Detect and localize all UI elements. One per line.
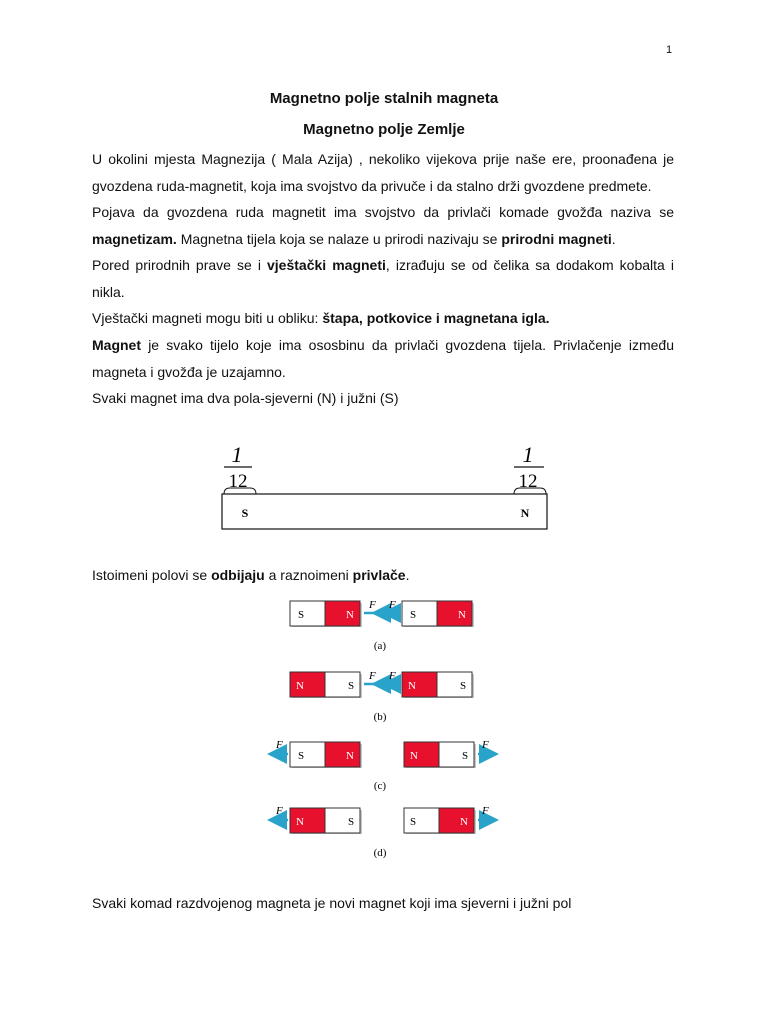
paragraph-oblici: Vještački magneti mogu biti u obliku: štapa, potkovice i magnetana igla. — [92, 310, 550, 326]
paragraph-polovi: Svaki magnet ima dva pola-sjeverni (N) i južni (S) — [92, 390, 399, 406]
svg-text:(a): (a) — [373, 640, 387, 652]
svg-text:(c): (c) — [373, 780, 387, 792]
paragraph-magnet-definicija: Magnet je svako tijelo koje ima ososbinu da privlači gvozdena tijela. Privlačenje između magneta i gvožđa je uzajamno. — [92, 337, 674, 380]
page-subtitle: Magnetno polje Zemlje — [303, 121, 465, 138]
svg-text:F: F — [389, 670, 396, 682]
svg-text:S: S — [410, 609, 417, 621]
svg-text:F: F — [276, 739, 283, 751]
svg-text:N: N — [296, 816, 304, 828]
svg-text:S: S — [348, 680, 355, 692]
right-fraction-denominator: 12 — [518, 471, 538, 492]
row-a — [290, 599, 474, 652]
paragraph-vjestacki: Pored prirodnih prave se i vještački magneti, izrađuju se od čelika sa dodakom kobalta i nikla. — [92, 257, 674, 300]
svg-text:S: S — [298, 609, 305, 621]
bar-magnet — [222, 494, 547, 529]
svg-text:(d): (d) — [373, 847, 387, 859]
svg-text:N: N — [346, 750, 354, 762]
row-c — [272, 739, 494, 792]
svg-text:F: F — [389, 599, 396, 611]
svg-text:N: N — [458, 609, 466, 621]
paragraph-odbijanje: Istoimeni polovi se odbijaju a raznoimeni privlače. — [92, 567, 410, 583]
north-pole-label: N — [520, 506, 530, 520]
paragraph-razdvojeni-magnet: Svaki komad razdvojenog magneta je novi magnet koji ima sjeverni i južni pol — [92, 895, 572, 911]
svg-text:S: S — [460, 680, 467, 692]
svg-text:N: N — [408, 680, 416, 692]
svg-text:F: F — [369, 599, 376, 611]
svg-text:S: S — [298, 750, 305, 762]
svg-text:S: S — [348, 816, 355, 828]
svg-text:F: F — [369, 670, 376, 682]
paragraph-magnetit: U okolini mjesta Magnezija ( Mala Azija) , nekoliko vijekova prije naše ere, proonađena je gvozdena ruda-magnetit, koja ima svojstvo da privuče i da stalno drži gvozdene predmete. — [92, 151, 674, 194]
poles-interaction-figure — [260, 592, 510, 867]
svg-text:N: N — [296, 680, 304, 692]
svg-text:S: S — [462, 750, 469, 762]
row-b — [290, 670, 474, 723]
left-fraction-numerator: 1 — [231, 442, 243, 467]
svg-text:F: F — [276, 805, 283, 817]
south-pole-label: S — [241, 506, 249, 520]
svg-text:N: N — [346, 609, 354, 621]
paragraph-magnetizam: Pojava da gvozdena ruda magnetit ima svojstvo da privlači komade gvožđa naziva se magnetizam. Magnetna tijela koja se nalaze u prirodi nazivaju se prirodni magneti. — [92, 204, 674, 247]
svg-text:(b): (b) — [373, 711, 387, 723]
svg-text:F: F — [482, 805, 489, 817]
left-fraction-denominator: 12 — [228, 471, 248, 492]
svg-text:N: N — [410, 750, 418, 762]
svg-text:N: N — [460, 816, 468, 828]
row-d — [272, 805, 494, 859]
bar-magnet-diagram — [210, 440, 560, 535]
svg-text:F: F — [482, 739, 489, 751]
right-fraction-numerator: 1 — [522, 442, 534, 467]
svg-text:S: S — [410, 816, 417, 828]
page-number: 1 — [666, 44, 673, 56]
page-title: Magnetno polje stalnih magneta — [269, 90, 499, 107]
